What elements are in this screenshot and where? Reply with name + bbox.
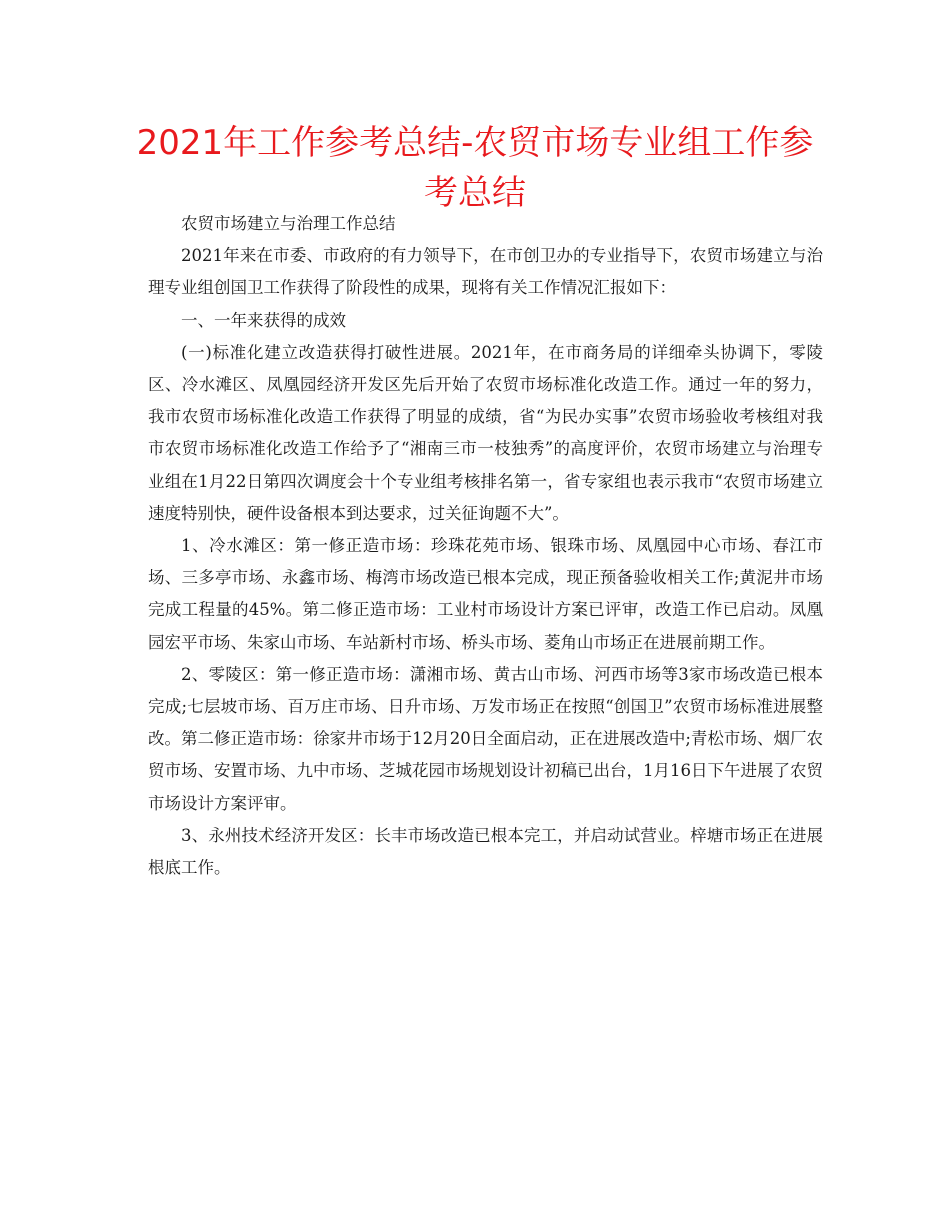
paragraph-lingling: 2、零陵区：第一修正造市场：潇湘市场、黄古山市场、河西市场等3家市场改造已根本完成;七层坡市场、百万庄市场、日升市场、万发市场正在按照“创国卫”农贸市场标准进展整改。第二修正造市场：徐家井市场于12月20日全面启动，正在进展改造中;青松市场、烟厂农贸市场、安置市场、九中市场、芝城花园市场规划设计初稿已出台，1月16日下午进展了农贸市场设计方案评审。 [148,664,823,813]
section-heading: 一、一年来获得的成效 [181,310,346,330]
paragraph-intro: 2021年来在市委、市政府的有力领导下，在市创卫办的专业指导下，农贸市场建立与治理专业组创国卫工作获得了阶段性的成果，现将有关工作情况汇报如下： [148,246,823,298]
document-body [148,208,823,884]
paragraph-standardization: (一)标准化建立改造获得打破性进展。2021年，在市商务局的详细牵头协调下，零陵区、冷水滩区、凤凰园经济开发区先后开始了农贸市场标准化改造工作。通过一年的努力，我市农贸市场标准化改造工作获得了明显的成绩，省“为民办实事”农贸市场验收考核组对我市农贸市场标准化改造工作给予了“湘南三市一枝独秀”的高度评价，农贸市场建立与治理专业组在1月22日第四次调度会十个专业组考核排名第一，省专家组也表示我市“农贸市场建立速度特别快，硬件设备根本到达要求，过关征询题不大”。 [148,342,823,523]
document-title: 2021年工作参考总结-农贸市场专业组工作参考总结 [136,123,814,213]
paragraph-yongzhou-zone: 3、永州技术经济开发区：长丰市场改造已根本完工，并启动试营业。梓塘市场正在进展根底工作。 [148,825,823,878]
paragraph-subtitle: 农贸市场建立与治理工作总结 [181,214,396,233]
paragraph-lengshuitan: 1、冷水滩区：第一修正造市场：珍珠花苑市场、银珠市场、凤凰园中心市场、春江市场、三多亭市场、永鑫市场、梅湾市场改造已根本完成，现正预备验收相关工作;黄泥井市场完成工程量的45%。第二修正造市场：工业村市场设计方案已评审，改造工作已启动。凤凰园宏平市场、朱家山市场、车站新村市场、桥头市场、菱角山市场正在进展前期工作。 [148,536,823,652]
